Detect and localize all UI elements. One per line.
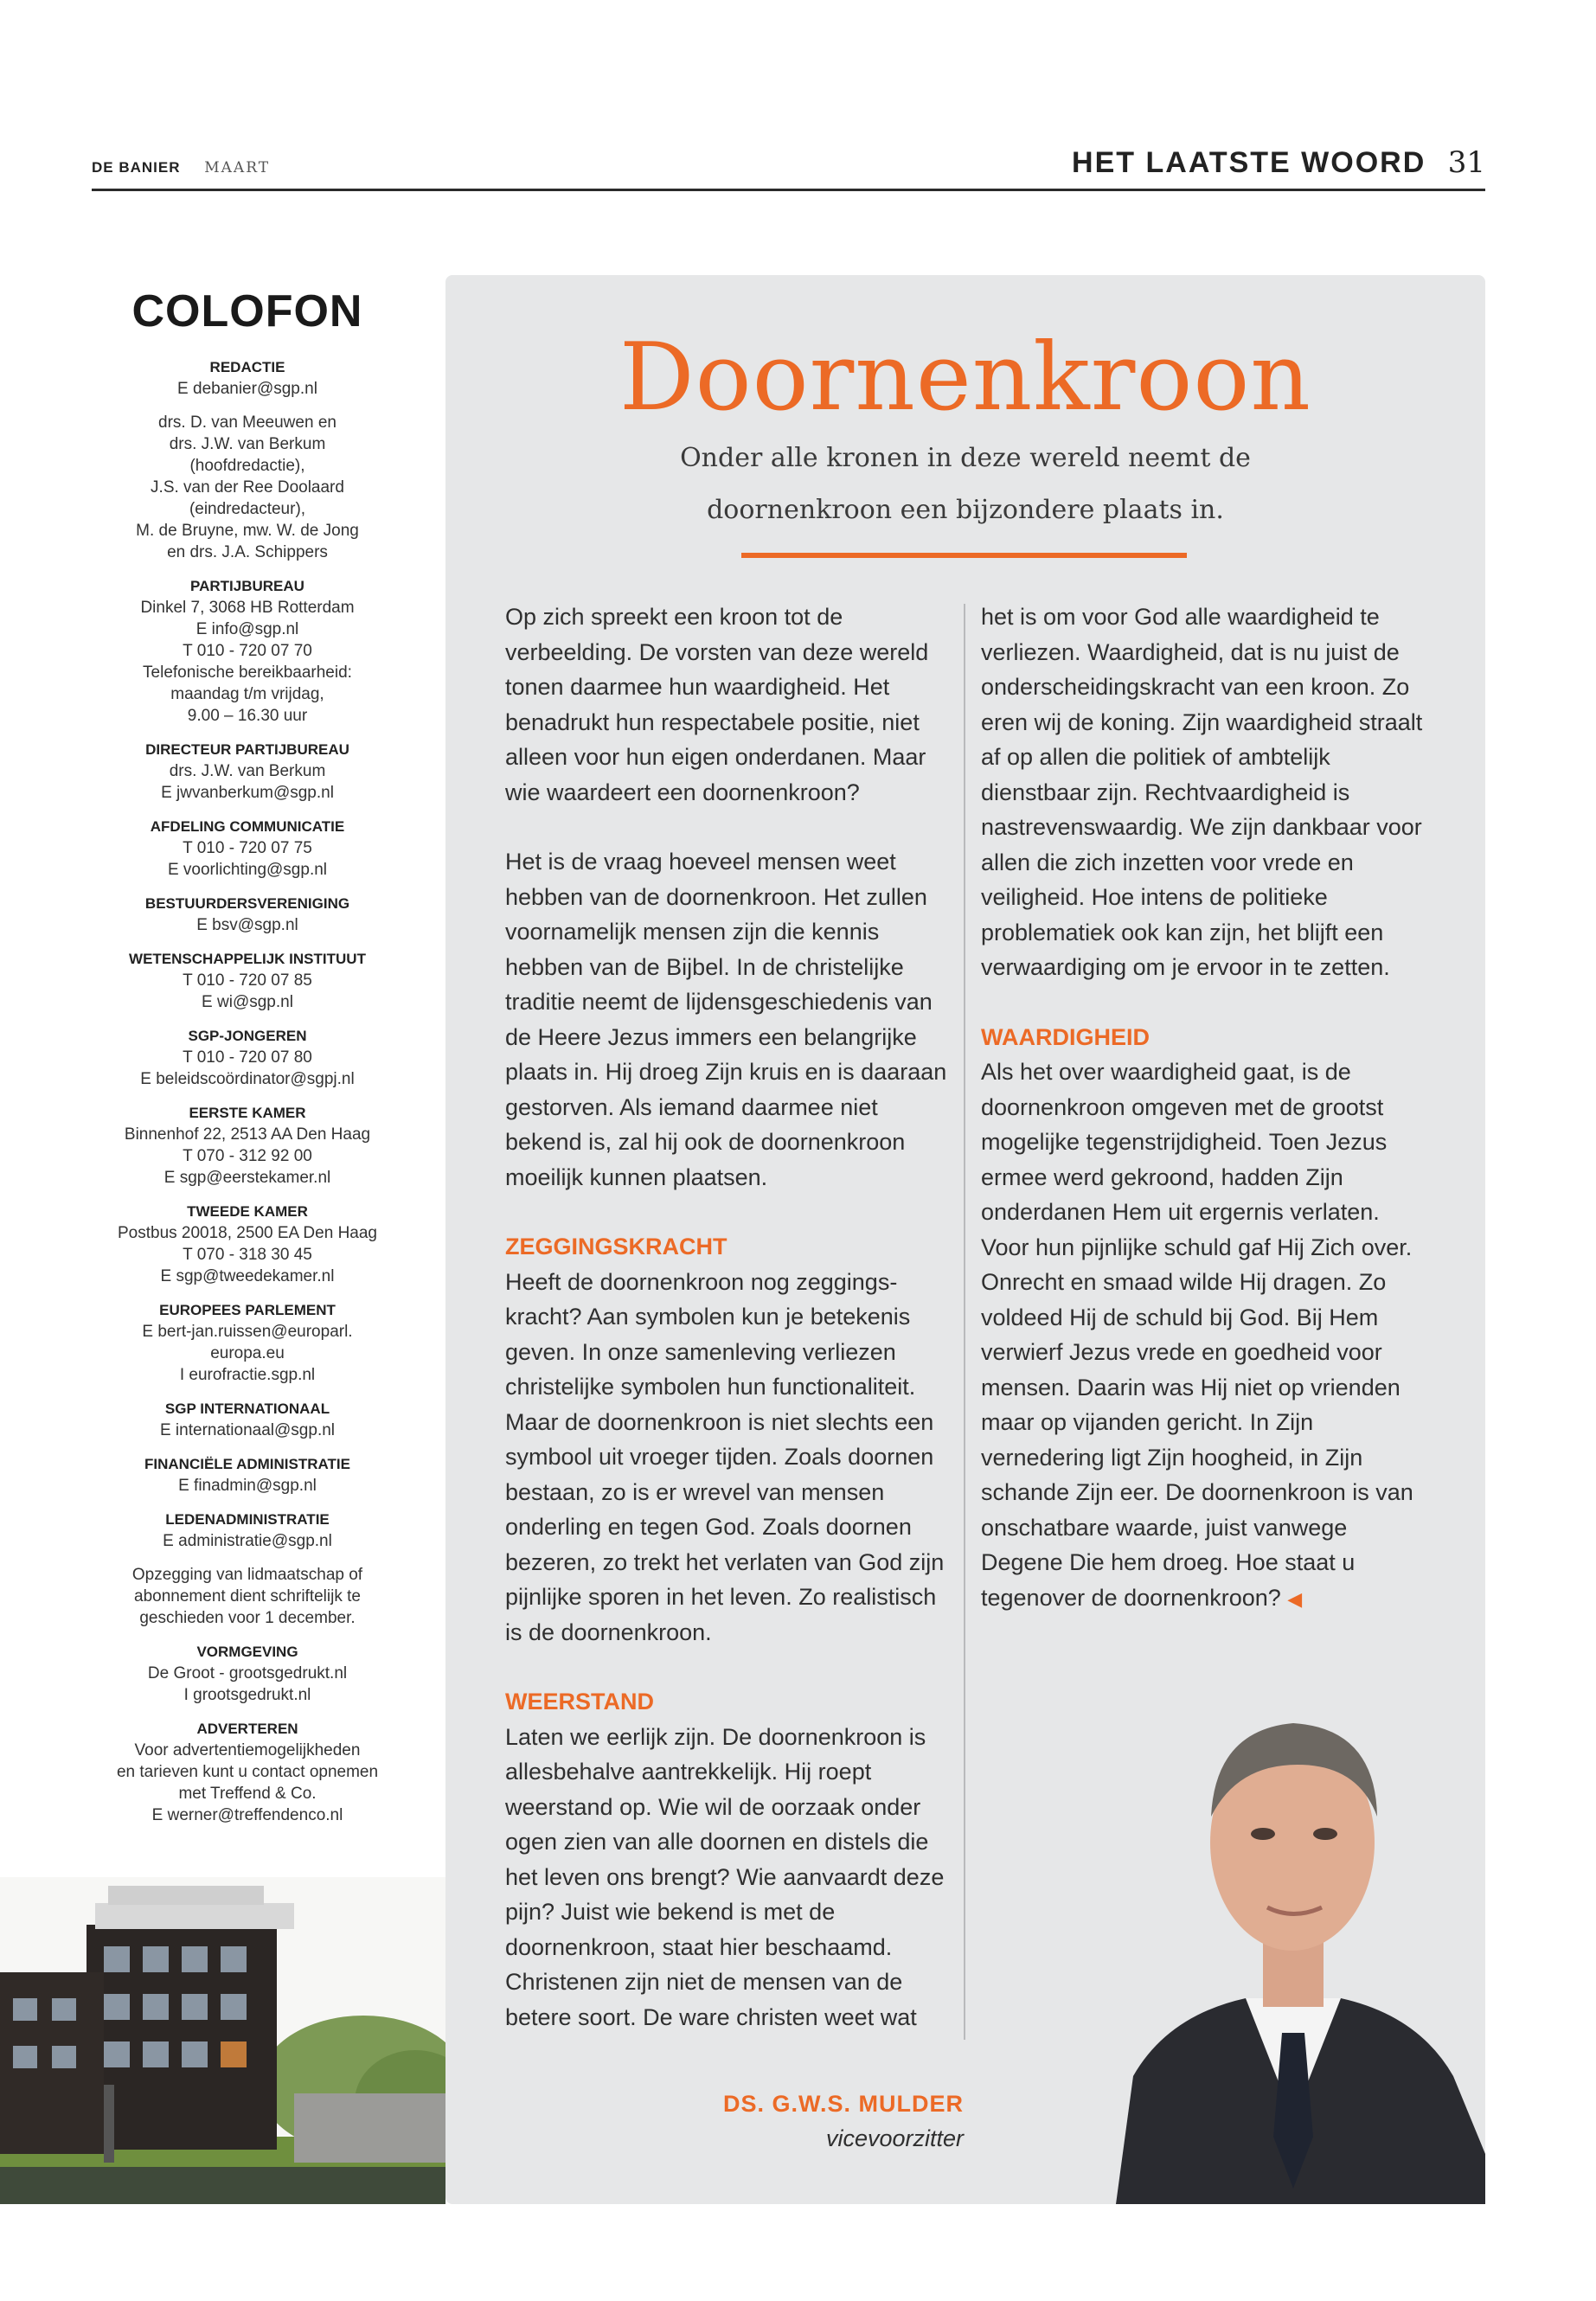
article-column-2 [981,599,1431,1651]
colofon-block [92,1102,403,1189]
colofon-line: 9.00 – 16.30 uur [187,707,308,725]
colofon-block [92,948,403,1013]
author-portrait [1099,1670,1485,2204]
paragraph-text: Heeft de doornenkroon nog zeggings-kracht? Aan symbolen kun je betekenis geven. In onze samenleving verliezen christelijke symbolen hun functionaliteit. Maar de doornenkroon is niet slechts een symbool uit vroeger tijden. Zoals doornen bestaan, zo is er wrevel van mensen onderling en tegen God. Zoals doornen bezeren, zo trekt het verlaten van God zijn pijnlijke sporen in het leven. Zo realistisch is de doornenkroon. [505,1268,945,1645]
colofon-line: E wi@sgp.nl [202,993,293,1011]
colofon-line: Voor advertentiemogelijkheden [134,1741,361,1759]
article-paragraph [505,844,955,1195]
title-rule [741,553,1187,558]
article-paragraph [505,1684,955,2035]
colofon-line: T 010 - 720 07 70 [183,642,312,660]
colofon-line: en tarieven kunt u contact opnemen [116,1763,379,1781]
colofon-title: COLOFON [131,286,363,336]
section-heading: WEERSTAND [505,1689,654,1715]
colofon-line: (eindredacteur), [189,500,306,518]
colofon-block-title: LEDENADMINISTRATIE [165,1511,330,1528]
colofon-line: De Groot - grootsgedrukt.nl [147,1664,348,1682]
colofon-line: E administratie@sgp.nl [163,1532,332,1550]
colofon-line: E info@sgp.nl [195,620,299,638]
colofon-line: I eurofractie.sgp.nl [179,1366,316,1384]
colofon-block [92,893,403,936]
colofon-line: E voorlichting@sgp.nl [167,861,328,879]
colofon-blocks [92,356,403,1826]
section-title: HET LAATSTE WOORD [1072,146,1426,179]
colofon-block [92,1509,403,1552]
colofon-block [92,412,403,563]
section-heading: WAARDIGHEID [981,1023,1150,1050]
colofon-line: E jwvanberkum@sgp.nl [161,784,334,802]
colofon-block-title: FINANCIËLE ADMINISTRATIE [144,1456,350,1472]
colofon-line: geschieden voor 1 december. [139,1609,356,1627]
colofon-block [92,1398,403,1441]
article-paragraph [981,1020,1431,1618]
paragraph-text: Op zich spreekt een kroon tot de verbeelding. De vorsten van deze wereld tonen daarmee hun waardigheid. Het benadrukt hun respectabele positie, niet alleen voor hun eigen onderdanen. Maar wie waardeert een doornenkroon? [505,604,929,805]
colofon-line: Opzegging van lidmaatschap of [131,1566,363,1584]
end-mark-icon: ◀ [1287,1587,1303,1610]
colofon-line: T 070 - 312 92 00 [183,1147,312,1165]
paragraph-text: het is om voor God alle waardigheid te verliezen. Waardigheid, dat is nu juist de onderscheidingskracht van een kroon. Zo eren wij de koning. Zijn waardigheid straalt af op allen die politiek of ambtelijk dienstbaar zijn. Rechtvaardigheid is nastrevenswaardig. We zijn dankbaar voor allen die zich inzetten voor vrede en veiligheid. Hoe intens de politieke problematiek ook kan zijn, het blijft een verwaardiging om je ervoor in te zetten. [981,604,1423,980]
colofon-block-title: AFDELING COMMUNICATIE [150,818,345,835]
colofon-block [92,1453,403,1497]
colofon-line: E internationaal@sgp.nl [159,1421,336,1439]
colofon-block [92,816,403,881]
colofon-line: E werner@treffendenco.nl [151,1806,343,1824]
colofon-line: T 010 - 720 07 75 [183,839,312,857]
author-name: DS. G.W.S. MULDER [722,2091,964,2117]
paragraph-text: Het is de vraag hoeveel mensen weet hebben van de doornenkroon. Het zullen voornamelijk mensen zijn die kennis hebben van de Bijbel. In de christelijke traditie neemt de lijdensgeschiedenis van de Heere Jezus immers een belangrijke plaats in. Hij droeg Zijn kruis en is daaraan gestorven. Als iemand daarmee niet bekend is, zal hij ook de doornenkroon moeilijk kunnen plaatsen. [505,849,947,1190]
article-column-1 [505,599,955,2069]
author-function: vicevoorzitter [825,2125,964,2151]
colofon-line: E bert-jan.ruissen@europarl. [142,1323,353,1341]
article-subtitle: Onder alle kronen in deze wereld neemt de doornenkroon een bijzondere plaats in. [680,443,1251,525]
colofon-line: met Treffend & Co. [178,1785,317,1803]
colofon-block [92,1201,403,1287]
article-paragraph [981,599,1431,985]
colofon-block [92,1564,403,1629]
header-rule [92,189,1485,191]
running-header-left [92,159,270,176]
colofon-block [92,356,403,400]
column-divider [964,604,965,2040]
issue-month: MAART [204,159,271,176]
colofon-line: maandag t/m vrijdag, [170,685,324,703]
colofon-line: J.S. van der Ree Doolaard [151,478,344,497]
colofon-line: drs. D. van Meeuwen en [158,413,337,432]
colofon-line: abonnement dient schriftelijk te [134,1587,361,1606]
colofon-block [92,1299,403,1386]
colofon-block-title: REDACTIE [209,359,285,375]
colofon-block-title: ADVERTEREN [196,1721,298,1737]
paragraph-text: Als het over waardigheid gaat, is de doornenkroon omgeven met de grootst mogelijke tegenstrijdigheid. Toen Jezus ermee werd gekroond, hadden Zijn onderdanen Hem uit ergernis verlaten. Voor hun pijnlijke schuld gaf Hij Zich over. Onrecht en smaad wilde Hij dragen. Zo voldeed Hij de schuld bij God. Bij Hem verwierf Jezus vrede en goedheid voor mensen. Daarin was Hij niet op vrienden maar op vijanden gericht. In Zijn vernedering ligt Zijn hoogheid, in Zijn schande Zijn eer. De doornenkroon is van onschatbare waarde, juist vanwege Degene Die hem droeg. Hoe staat u tegenover de doornenkroon? [981,1059,1413,1611]
colofon-line: Postbus 20018, 2500 EA Den Haag [117,1224,377,1242]
colofon-line: europa.eu [210,1344,285,1362]
paragraph-text: Laten we eerlijk zijn. De doornenkroon is allesbehalve aantrekkelijk. Hij roept weerstand op. Wie wil de oorzaak onder ogen zien van alle doornen en distels die het leven ons brengt? Wie aanvaardt deze pijn? Juist wie bekend is met de doornenkroon, staat hier beschaamd. Christenen zijn niet de mensen van de betere soort. De ware christen weet wat [505,1723,945,2030]
colofon-line: I grootsgedrukt.nl [183,1686,311,1704]
colofon-block [92,1641,403,1706]
colofon-line: en drs. J.A. Schippers [167,543,328,561]
colofon-line: Binnenhof 22, 2513 AA Den Haag [124,1125,371,1144]
article-paragraph [505,1229,955,1650]
colofon-block-title: PARTIJBUREAU [190,578,304,594]
colofon-block-title: DIRECTEUR PARTIJBUREAU [145,741,349,758]
colofon-line: T 010 - 720 07 85 [183,971,312,990]
colofon-block-title: SGP-JONGEREN [188,1028,307,1044]
author-block [505,2086,964,2156]
party-office-photo [0,1877,445,2204]
colofon [92,285,403,1838]
colofon-block-title: SGP INTERNATIONAAL [164,1400,330,1417]
article-title: Doornenkroon [619,324,1311,432]
magazine-name: DE BANIER [92,159,181,176]
article-paragraph [505,599,955,810]
colofon-line: E sgp@tweedekamer.nl [160,1267,335,1285]
colofon-line: drs. J.W. van Berkum [169,762,326,780]
colofon-line: Telefonische bereikbaarheid: [143,663,352,682]
colofon-line: T 010 - 720 07 80 [183,1048,312,1067]
section-heading: ZEGGINGSKRACHT [505,1234,727,1259]
colofon-line: (hoofdredactie), [189,457,305,475]
colofon-line: E debanier@sgp.nl [177,380,317,398]
colofon-block-title: VORMGEVING [196,1644,298,1660]
colofon-line: E finadmin@sgp.nl [178,1477,317,1495]
colofon-line: T 070 - 318 30 45 [183,1246,312,1264]
colofon-line: E bsv@sgp.nl [196,916,298,934]
page-number: 31 [1447,145,1485,180]
colofon-block [92,575,403,727]
colofon-block-title: EERSTE KAMER [189,1105,306,1121]
colofon-block-title: WETENSCHAPPELIJK INSTITUUT [129,951,366,967]
colofon-line: E sgp@eerstekamer.nl [163,1169,331,1187]
colofon-line: M. de Bruyne, mw. W. de Jong [136,522,359,540]
colofon-block-title: BESTUURDERSVERENIGING [144,895,350,912]
colofon-line: E beleidscoördinator@sgpj.nl [140,1070,355,1088]
colofon-block-title: EUROPEES PARLEMENT [159,1302,336,1318]
colofon-line: drs. J.W. van Berkum [169,435,326,453]
colofon-block [92,1718,403,1826]
colofon-block [92,1025,403,1090]
colofon-block [92,739,403,804]
colofon-line: Dinkel 7, 3068 HB Rotterdam [140,599,355,617]
colofon-block-title: TWEEDE KAMER [187,1203,308,1220]
running-header-right [1072,145,1485,180]
